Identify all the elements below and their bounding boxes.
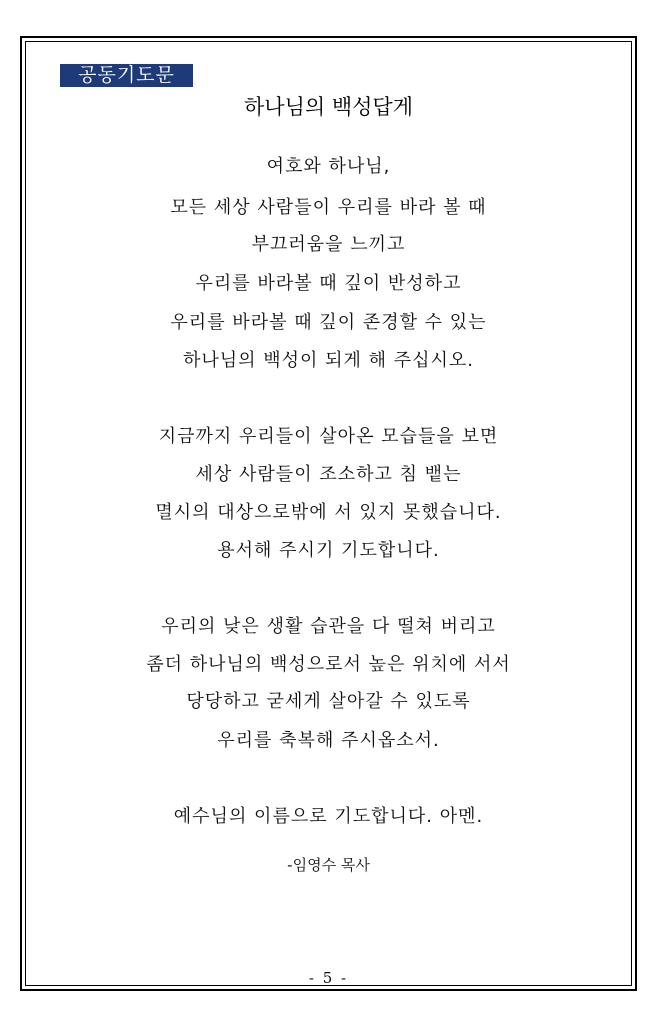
prayer-line: 우리를 바라볼 때 깊이 반성하고 [195,273,462,294]
prayer-line: 용서해 주시기 기도합니다. [217,540,440,561]
prayer-line: 좀더 하나님의 백성으로서 높은 위치에 서서 [146,654,511,675]
prayer-title: 하나님의 백성답게 [244,95,413,119]
prayer-line: 부끄러움을 느끼고 [251,234,406,255]
prayer-line: 모든 세상 사람들이 우리를 바라 볼 때 [170,197,487,218]
prayer-closing: 예수님의 이름으로 기도합니다. 아멘. [173,806,484,827]
prayer-line: 우리를 바라볼 때 깊이 존경할 수 있는 [170,312,487,333]
section-label: 공동기도문 [60,64,193,87]
prayer-line: 여호와 하나님, [266,156,391,177]
page-inner-border [25,41,632,986]
prayer-line: 당당하고 굳세게 살아갈 수 있도록 [186,691,471,712]
prayer-line: 세상 사람들이 조소하고 침 뱉는 [195,464,462,485]
prayer-line: 멸시의 대상으로밖에 서 있지 못했습니다. [155,502,502,523]
prayer-line: 지금까지 우리들이 살아온 모습들을 보면 [158,426,499,447]
prayer-line: 하나님의 백성이 되게 해 주십시오. [182,350,475,371]
page-number: - 5 - [308,969,349,987]
prayer-line: 우리를 축복해 주시옵소서. [217,730,440,751]
prayer-line: 우리의 낮은 생활 습관을 다 떨쳐 버리고 [161,616,496,637]
author-attribution: -임영수 목사 [287,856,370,874]
page-border [20,36,637,991]
